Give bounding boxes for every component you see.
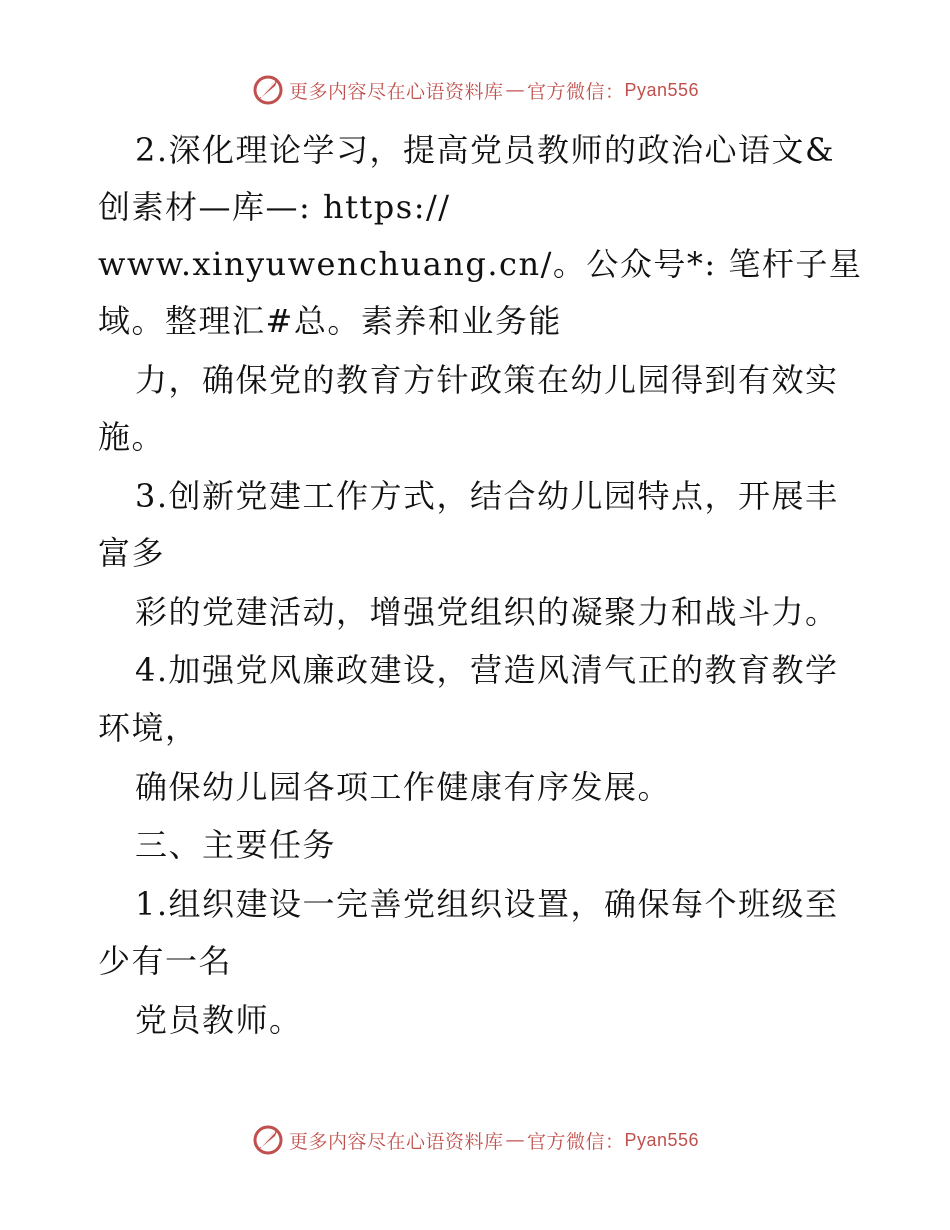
watermark-main: 更多内容尽在心语资料库	[288, 80, 504, 103]
text-line: 创素材—库—: https://	[98, 188, 451, 226]
text-line: 富多	[98, 534, 166, 572]
text-line: 施。	[98, 418, 166, 456]
quill-logo-icon	[251, 1123, 285, 1157]
watermark-id: Pyan556	[624, 79, 700, 100]
text-line: www.xinyuwenchuang.cn/。公众号*: 笔杆子星	[98, 245, 863, 283]
text-line: 确保幼儿园各项工作健康有序发展。	[135, 768, 672, 806]
watermark-id: Pyan556	[624, 1129, 700, 1150]
watermark-official: 官方微信：	[526, 80, 625, 103]
text-line: 三、主要任务	[135, 826, 337, 864]
text-line: 环境，	[98, 709, 199, 747]
quill-logo-icon	[251, 73, 285, 107]
watermark-separator: —	[505, 79, 525, 101]
watermark-separator: —	[505, 1129, 525, 1151]
footer-watermark	[0, 1120, 950, 1160]
watermark-main: 更多内容尽在心语资料库	[288, 1130, 504, 1153]
watermark-official: 官方微信：	[526, 1130, 625, 1153]
text-line: 2.深化理论学习，提高党员教师的政治心语文&	[135, 131, 836, 169]
text-line: 4.加强党风廉政建设，营造风清气正的教育教学	[135, 651, 839, 689]
text-line: 域。整理汇#总。素养和业务能	[98, 302, 562, 340]
text-line: 1.组织建设一完善党组织设置，确保每个班级至	[135, 885, 839, 923]
text-line: 力，确保党的教育方针政策在幼儿园得到有效实	[135, 361, 839, 399]
text-line: 党员教师。	[135, 1001, 303, 1039]
text-line: 3.创新党建工作方式，结合幼儿园特点，开展丰	[135, 477, 839, 515]
text-line: 彩的党建活动，增强党组织的凝聚力和战斗力。	[135, 593, 839, 631]
header-watermark	[0, 70, 950, 110]
text-line: 少有一名	[98, 942, 233, 980]
